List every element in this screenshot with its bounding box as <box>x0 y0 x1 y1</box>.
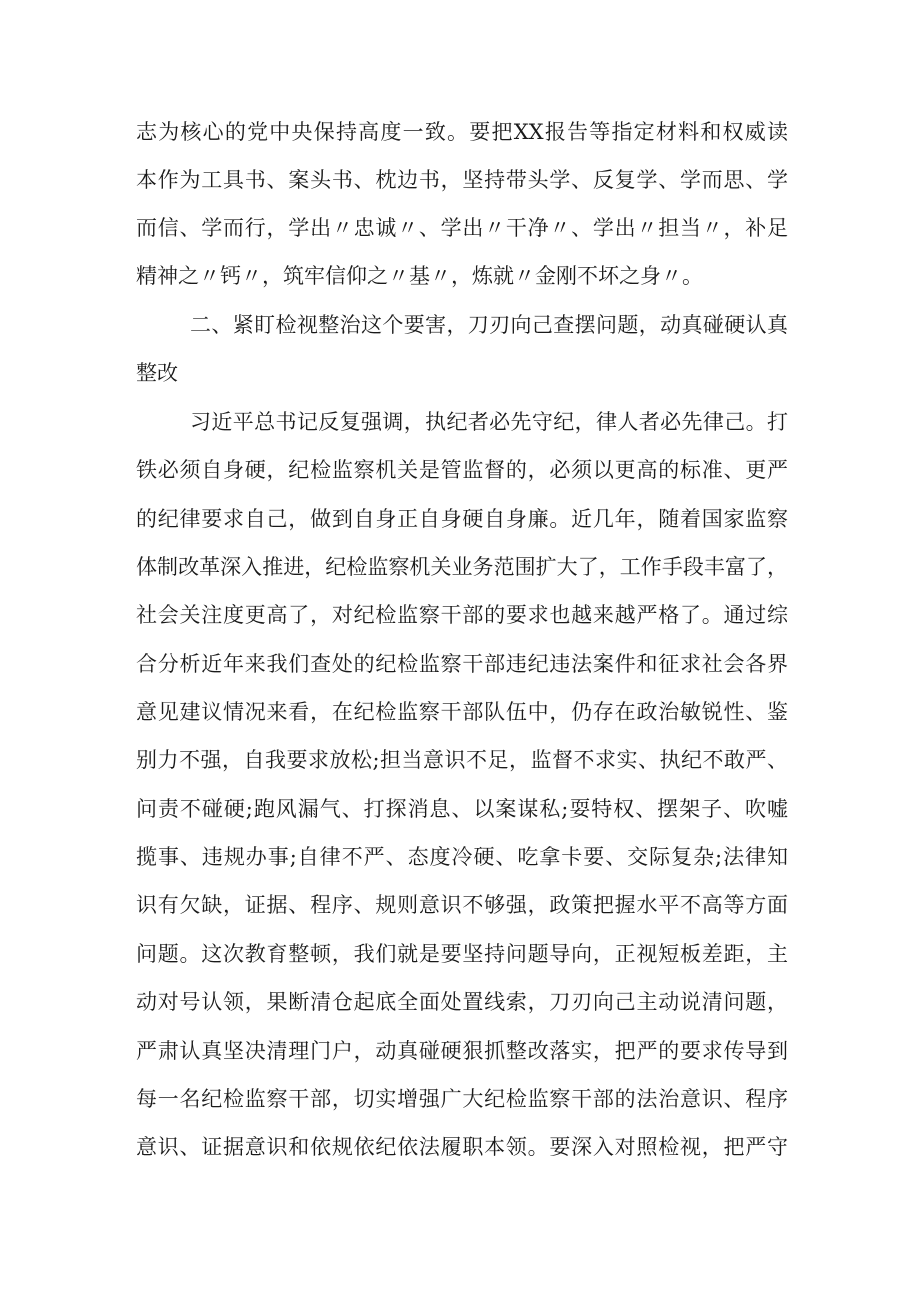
paragraph-2-line-16: 意识、证据意识和依规依纪依法履职本领。要深入对照检视，把严守 <box>136 1135 788 1159</box>
paragraph-2-line-1: 习近平总书记反复强调，执纪者必先守纪，律人者必先律己。打 <box>190 410 788 434</box>
paragraph-1-line-3: 而信、学而行，学出〃忠诚〃、学出〃干净〃、学出〃担当〃，补足 <box>136 216 788 240</box>
paragraph-2-line-11: 识有欠缺，证据、程序、规则意识不够强，政策把握水平不高等方面 <box>136 893 788 917</box>
paragraph-2-line-5: 社会关注度更高了，对纪检监察干部的要求也越来越严格了。通过综 <box>136 603 788 627</box>
paragraph-1-line-1: 志为核心的党中央保持高度一致。要把XX报告等指定材料和权威读 <box>136 120 788 144</box>
section-heading-line-2: 整改 <box>136 361 178 385</box>
paragraph-1-line-2: 本作为工具书、案头书、枕边书，坚持带头学、反复学、学而思、学 <box>136 168 788 192</box>
paragraph-2-line-2: 铁必须自身硬，纪检监察机关是管监督的，必须以更高的标准、更严 <box>136 458 788 482</box>
paragraph-2-line-15: 每一名纪检监察干部，切实增强广大纪检监察干部的法治意识、程序 <box>136 1087 788 1111</box>
paragraph-2-line-4: 体制改革深入推进，纪检监察机关业务范围扩大了，工作手段丰富了， <box>136 555 788 579</box>
paragraph-2-line-7: 意见建议情况来看，在纪检监察干部队伍中，仍存在政治敏锐性、鉴 <box>136 700 788 724</box>
section-heading-line-1: 二、紧盯检视整治这个要害，刀刃向己查摆问题，动真碰硬认真 <box>190 313 788 337</box>
paragraph-1-line-4: 精神之〃钙〃，筑牢信仰之〃基〃，炼就〃金刚不坏之身〃。 <box>136 264 703 288</box>
paragraph-2-line-9: 问责不碰硬;跑风漏气、打探消息、以案谋私;耍特权、摆架子、吹嘘 <box>136 797 788 821</box>
paragraph-2-line-3: 的纪律要求自己，做到自身正自身硬自身廉。近几年，随着国家监察 <box>136 507 788 531</box>
paragraph-2-line-6: 合分析近年来我们查处的纪检监察干部违纪违法案件和征求社会各界 <box>136 652 788 676</box>
paragraph-2-line-14: 严肃认真坚决清理门户，动真碰硬狠抓整改落实，把严的要求传导到 <box>136 1039 788 1063</box>
paragraph-2-line-12: 问题。这次教育整顿，我们就是要坚持问题导向，正视短板差距，主 <box>136 942 788 966</box>
paragraph-2-line-13: 动对号认领，果断清仓起底全面处置线索，刀刃向己主动说清问题， <box>136 990 788 1014</box>
paragraph-2-line-8: 别力不强，自我要求放松;担当意识不足，监督不求实、执纪不敢严、 <box>136 748 788 772</box>
paragraph-2-line-10: 揽事、违规办事;自律不严、态度冷硬、吃拿卡要、交际复杂;法律知 <box>136 845 788 869</box>
